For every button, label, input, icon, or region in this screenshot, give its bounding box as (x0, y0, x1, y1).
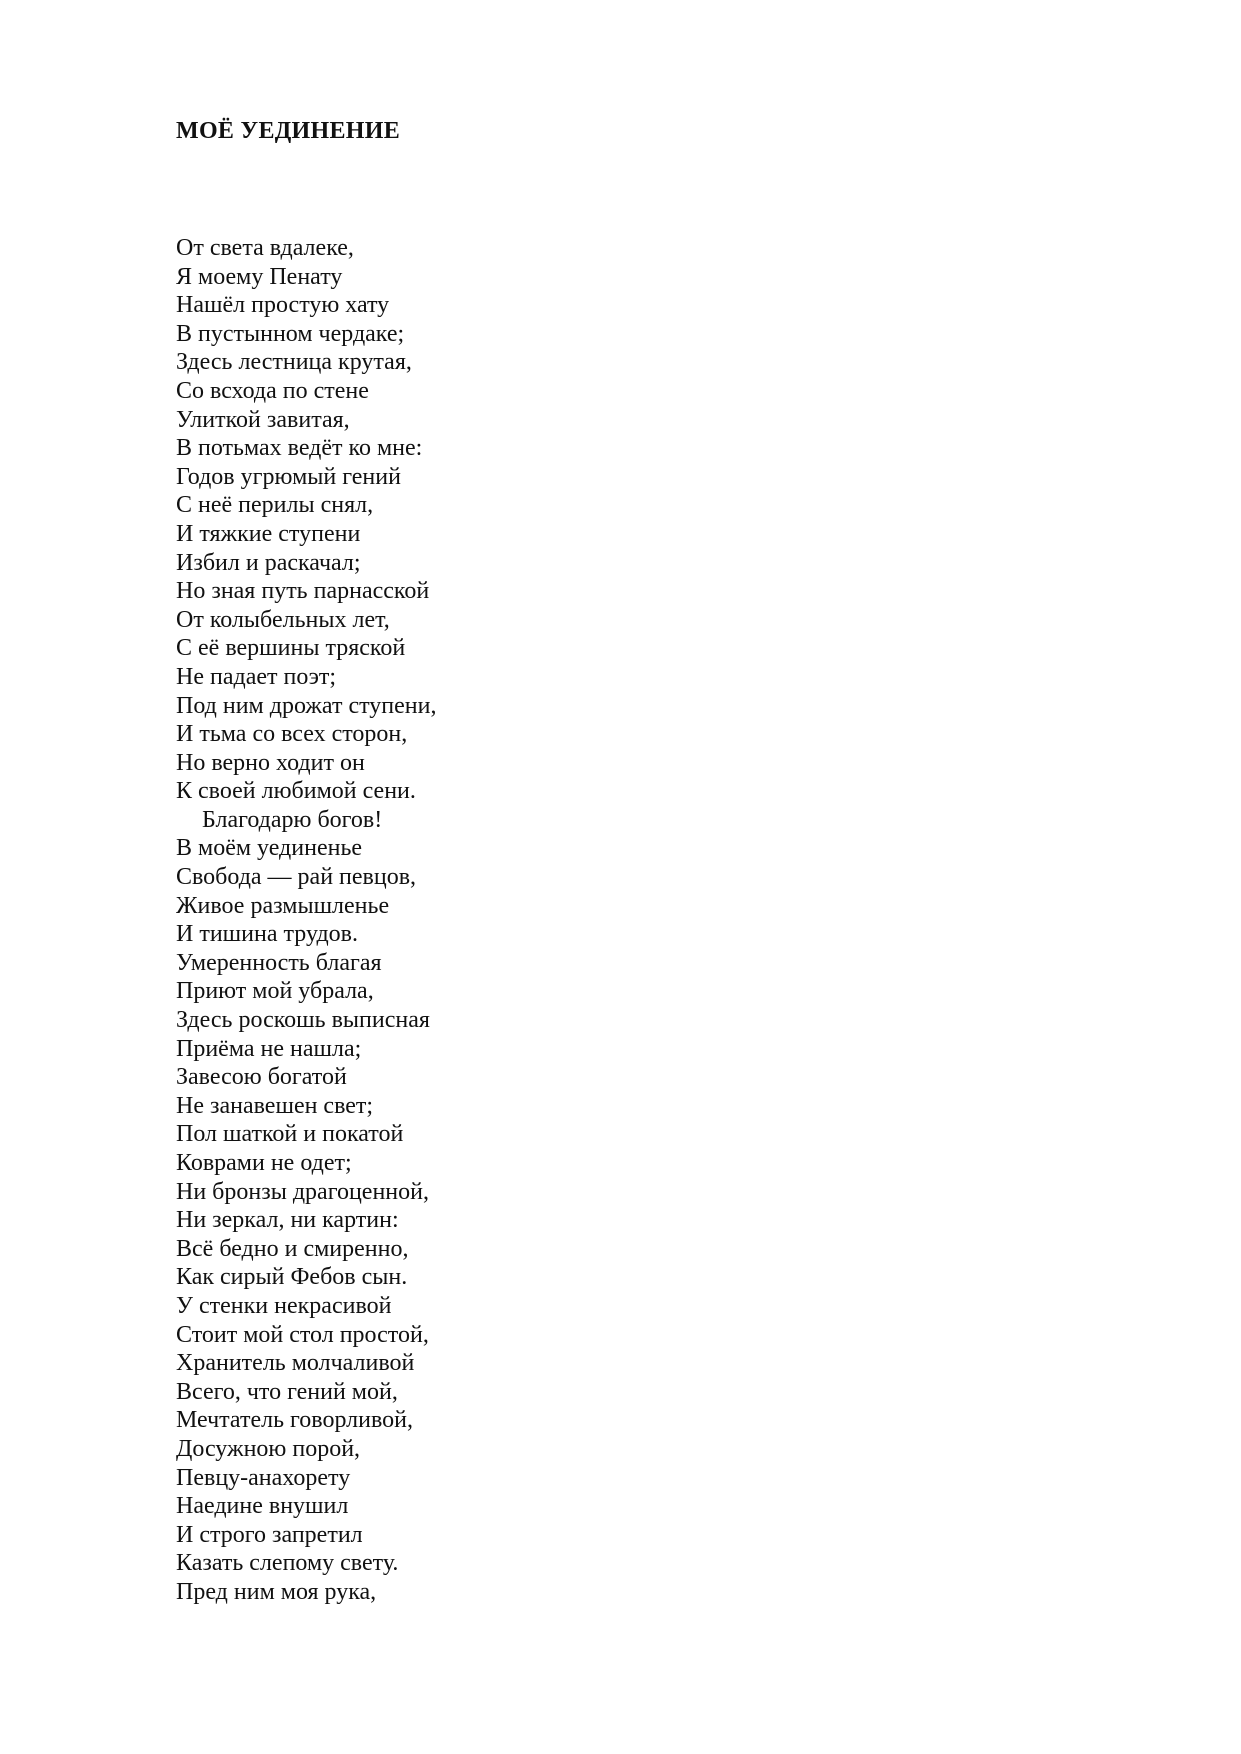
poem-line: Досужною порой, (176, 1435, 361, 1462)
poem-line: Коврами не одет; (176, 1150, 352, 1176)
poem-line: У стенки некрасивой (176, 1292, 392, 1319)
poem-line: Приёма не нашла; (176, 1035, 362, 1062)
poem-line: Благодарю богов! (202, 806, 383, 833)
poem-line: Здесь лестница крутая, (176, 349, 412, 376)
poem-line: Живое размышленье (176, 892, 390, 919)
poem-line: Как сирый Фебов сын. (176, 1264, 408, 1291)
poem-line: От света вдалеке, (176, 235, 354, 261)
poem-line: И строго запретил (176, 1521, 363, 1548)
poem-line: Нашёл простую хату (176, 292, 390, 319)
poem-line: И тьма со всех сторон, (176, 721, 408, 748)
poem-line: Ни зеркал, ни картин: (176, 1207, 399, 1234)
poem-line: В потьмах ведёт ко мне: (176, 435, 423, 462)
poem-line: Ни бронзы драгоценной, (176, 1178, 429, 1205)
poem-line: Избил и раскачал; (176, 549, 361, 576)
poem-line: От колыбельных лет, (176, 606, 390, 633)
poem-line: В пустынном чердаке; (176, 320, 405, 347)
poem-line: С неё перилы снял, (176, 492, 374, 519)
poem-line: Мечтатель говорливой, (176, 1407, 413, 1434)
poem-line: Всё бедно и смиренно, (176, 1235, 409, 1262)
poem-line: Не занавешен свет; (176, 1092, 374, 1119)
poem-line: Наедине внушил (176, 1493, 349, 1520)
poem-title: МОЁ УЕДИНЕНИЕ (176, 118, 401, 144)
poem-line: Со всхода по стене (176, 377, 369, 404)
poem-line: В моём уединенье (176, 835, 363, 862)
poem-line: Под ним дрожат ступени, (176, 692, 437, 719)
poem-line: Казать слепому свету. (176, 1550, 399, 1577)
poem-line: Свобода — рай певцов, (176, 864, 417, 891)
poem-line: С её вершины тряской (176, 635, 406, 662)
poem-line: Не падает поэт; (176, 663, 337, 690)
poem-line: Стоит мой стол простой, (176, 1321, 429, 1348)
poem-line: И тишина трудов. (176, 921, 358, 948)
poem-line: Годов угрюмый гений (176, 463, 401, 490)
poem-line: Здесь роскошь выписная (176, 1007, 430, 1034)
poem-line: Пол шаткой и покатой (176, 1121, 404, 1148)
poem-line: Всего, что гений мой, (176, 1378, 398, 1405)
poem-line: Хранитель молчаливой (176, 1350, 415, 1377)
poem-line: Но зная путь парнасской (176, 578, 430, 605)
poem-line: Пред ним моя рука, (176, 1578, 377, 1605)
poem-line: Улиткой завитая, (176, 406, 350, 433)
poem-body (176, 234, 436, 1607)
poem-line: Умеренность благая (176, 949, 382, 976)
poem-line: Завесою богатой (176, 1064, 347, 1091)
poem-line: Певцу-анахорету (176, 1464, 351, 1491)
poem-line: И тяжкие ступени (176, 520, 361, 547)
poem-line: Я моему Пенату (176, 263, 343, 290)
poem-line: Но верно ходит он (176, 749, 365, 776)
poem-line: К своей любимой сени. (176, 778, 416, 805)
poem-line: Приют мой убрала, (176, 978, 374, 1005)
